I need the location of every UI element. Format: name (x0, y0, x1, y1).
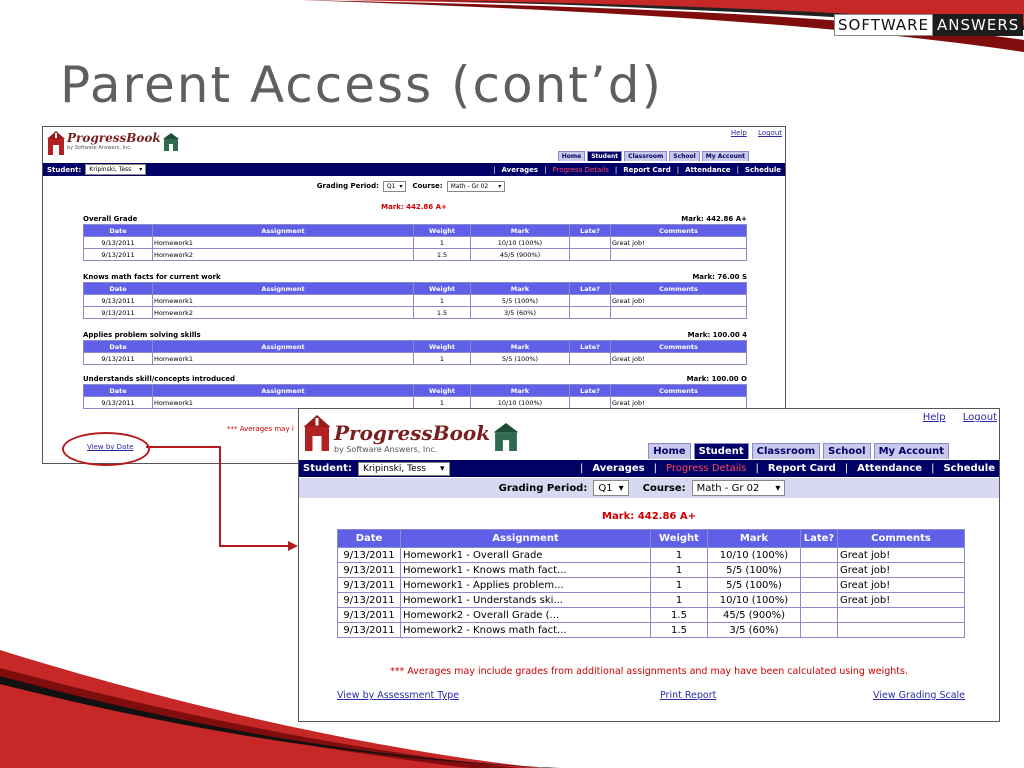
table-row (338, 593, 965, 608)
table-cell: 9/13/2011 (338, 548, 401, 563)
top-links (909, 412, 997, 423)
table-cell: 9/13/2011 (84, 249, 153, 261)
progress-details-by-date-screen (298, 408, 1000, 722)
logo-by: by Software Answers, Inc. (334, 445, 438, 454)
nav-separator: | (736, 165, 739, 174)
table-cell: Homework2 (153, 307, 414, 319)
progressbook-logo (303, 415, 519, 454)
table-cell: Homework2 - Overall Grade (... (401, 608, 651, 623)
table-cell: Homework1 (153, 237, 414, 249)
table-cell: Great job! (838, 563, 965, 578)
table-cell: 10/10 (100%) (471, 237, 570, 249)
schoolhouse-icon (303, 415, 331, 451)
table-cell: 5/5 (100%) (708, 578, 801, 593)
tab-home[interactable]: Home (558, 151, 585, 161)
table-cell: 1 (651, 593, 708, 608)
table-cell: 5/5 (100%) (708, 563, 801, 578)
student-navbar (299, 460, 999, 477)
table-cell: 1 (414, 295, 471, 307)
table-row (338, 563, 965, 578)
chevron-down-icon: ▾ (399, 182, 403, 190)
nav-attendance[interactable]: Attendance (685, 165, 731, 174)
nav-schedule[interactable]: Schedule (943, 463, 995, 474)
table-cell: 9/13/2011 (84, 295, 153, 307)
grading-period-value: Q1 (386, 182, 396, 190)
table-cell: 10/10 (100%) (708, 548, 801, 563)
view-by-assessment-type-link[interactable]: View by Assessment Type (337, 690, 460, 701)
table-cell: 1 (651, 563, 708, 578)
course-label: Course: (642, 482, 686, 494)
building-icon (493, 423, 519, 451)
section-mark: Mark: 100.00 4 (687, 331, 747, 339)
table-cell: Great job! (611, 295, 747, 307)
table-cell: 9/13/2011 (338, 578, 401, 593)
filter-bar (299, 478, 999, 498)
nav-report-card[interactable]: Report Card (767, 463, 836, 474)
table-cell: 9/13/2011 (84, 397, 153, 409)
col-date: Date (84, 341, 153, 353)
logo-by: by Software Answers, Inc. (67, 145, 132, 151)
col-assignment: Assignment (153, 225, 414, 237)
grading-period-label: Grading Period: (498, 482, 588, 494)
col-mark: Mark (471, 385, 570, 397)
table-cell: 9/13/2011 (338, 608, 401, 623)
table-cell: 1 (414, 397, 471, 409)
student-value: Kripinski, Tess (362, 463, 426, 474)
table-cell: Homework1 - Knows math fact... (401, 563, 651, 578)
col-weight: Weight (414, 341, 471, 353)
table-cell: 3/5 (60%) (471, 307, 570, 319)
table-cell (801, 593, 838, 608)
table-cell: 9/13/2011 (338, 593, 401, 608)
col-comments: Comments (611, 385, 747, 397)
averages-note-partial: *** Averages may i (227, 425, 294, 433)
col-weight: Weight (414, 225, 471, 237)
nav-averages[interactable]: Averages (501, 165, 539, 174)
col-mark: Mark (471, 225, 570, 237)
section-mark: Mark: 100.00 O (686, 375, 747, 383)
table-cell: 9/13/2011 (84, 237, 153, 249)
col-late: Late? (570, 225, 611, 237)
table-cell: 10/10 (100%) (708, 593, 801, 608)
tab-my-account[interactable]: My Account (702, 151, 749, 161)
table-cell: 10/10 (100%) (471, 397, 570, 409)
brand-left: SOFTWARE (834, 14, 933, 36)
table-cell (838, 623, 965, 638)
table-row (338, 548, 965, 563)
nav-separator: | (755, 463, 759, 474)
slide-title: Parent Access (cont’d) (60, 56, 664, 114)
col-date: Date (84, 385, 153, 397)
col-comments: Comments (611, 225, 747, 237)
col-mark: Mark (471, 283, 570, 295)
table-cell: Homework1 - Overall Grade (401, 548, 651, 563)
table-cell: 1.5 (651, 608, 708, 623)
table-cell: Homework1 (153, 397, 414, 409)
logout-link[interactable]: Logout (758, 129, 782, 137)
course-value: Math - Gr 02 (696, 482, 760, 494)
table-cell: Great job! (611, 397, 747, 409)
grading-period-label: Grading Period: (316, 182, 379, 190)
table-cell: Great job! (838, 578, 965, 593)
table-cell: Homework1 - Applies problem... (401, 578, 651, 593)
student-label: Student: (303, 463, 352, 474)
course-select[interactable] (692, 480, 786, 496)
help-link[interactable]: Help (922, 412, 946, 423)
section-mark: Mark: 76.00 S (692, 273, 747, 281)
student-nav-links (571, 463, 995, 474)
course-value: Math - Gr 02 (450, 182, 489, 190)
table-cell: Great job! (838, 593, 965, 608)
nav-schedule[interactable]: Schedule (744, 165, 781, 174)
student-label: Student: (47, 165, 82, 174)
chevron-down-icon: ▾ (618, 482, 624, 494)
nav-separator: | (653, 463, 657, 474)
table-cell: Homework2 - Knows math fact... (401, 623, 651, 638)
logo-name: ProgressBook (334, 421, 491, 445)
logout-link[interactable]: Logout (962, 412, 997, 423)
main-tabs (645, 443, 949, 459)
help-link[interactable]: Help (730, 129, 747, 137)
table-cell: 1 (651, 548, 708, 563)
grades-by-date-table (337, 529, 965, 638)
table-cell: 3/5 (60%) (708, 623, 801, 638)
table-cell (801, 623, 838, 638)
col-late: Late? (570, 341, 611, 353)
nav-attendance[interactable]: Attendance (857, 463, 923, 474)
student-select[interactable] (358, 462, 450, 476)
grading-period-value: Q1 (598, 482, 613, 494)
col-assignment: Assignment (153, 341, 414, 353)
col-weight: Weight (414, 385, 471, 397)
table-cell: Homework1 (153, 295, 414, 307)
chevron-down-icon: ▾ (498, 182, 502, 190)
table-row (338, 608, 965, 623)
col-comments: Comments (611, 283, 747, 295)
col-comments: Comments (611, 341, 747, 353)
chevron-down-icon: ▾ (775, 482, 781, 494)
table-cell (801, 578, 838, 593)
table-cell (801, 563, 838, 578)
tab-student[interactable]: Student (694, 443, 749, 459)
tab-school[interactable]: School (823, 443, 870, 459)
col-assignment: Assignment (401, 530, 651, 548)
tab-student[interactable]: Student (587, 151, 622, 161)
brand-right: ANSWERS (933, 14, 1023, 36)
tab-classroom[interactable]: Classroom (624, 151, 667, 161)
table-cell: Great job! (611, 353, 747, 365)
tab-school[interactable]: School (669, 151, 699, 161)
col-late: Late? (570, 283, 611, 295)
tab-classroom[interactable]: Classroom (752, 443, 821, 459)
averages-note: *** Averages may include grades from additional assignments and may have been calculated using weights. (390, 666, 908, 677)
overall-mark: Mark: 442.86 A+ (381, 203, 447, 211)
table-cell: 9/13/2011 (338, 623, 401, 638)
col-late: Late? (570, 385, 611, 397)
table-cell: Great job! (838, 548, 965, 563)
chevron-down-icon: ▾ (439, 463, 445, 474)
section-name: Applies problem solving skills (83, 331, 201, 339)
table-cell: 1.5 (651, 623, 708, 638)
student-value: Kripinski, Tess (89, 166, 132, 173)
col-mark: Mark (471, 341, 570, 353)
col-date: Date (84, 225, 153, 237)
table-cell (838, 608, 965, 623)
table-cell: 45/5 (900%) (708, 608, 801, 623)
nav-separator: | (544, 165, 547, 174)
col-comments: Comments (838, 530, 965, 548)
table-cell: 1 (414, 237, 471, 249)
nav-separator: | (931, 463, 935, 474)
table-cell: 9/13/2011 (84, 353, 153, 365)
col-weight: Weight (414, 283, 471, 295)
col-date: Date (84, 283, 153, 295)
nav-separator: | (614, 165, 618, 174)
grading-period-select[interactable] (593, 480, 628, 496)
table-cell (801, 608, 838, 623)
chevron-down-icon: ▾ (139, 166, 143, 173)
table-cell: 1.5 (414, 249, 471, 261)
table-cell: Homework1 - Understands ski... (401, 593, 651, 608)
tab-home[interactable]: Home (648, 443, 690, 459)
table-row (338, 578, 965, 593)
nav-separator: | (844, 463, 849, 474)
col-weight: Weight (651, 530, 708, 548)
table-cell: Homework1 (153, 353, 414, 365)
nav-separator: | (676, 165, 680, 174)
overall-mark: Mark: 442.86 A+ (602, 511, 696, 522)
nav-separator: | (579, 463, 584, 474)
col-mark: Mark (708, 530, 801, 548)
table-cell: 45/5 (900%) (471, 249, 570, 261)
table-cell: Great job! (611, 237, 747, 249)
course-label: Course: (412, 182, 443, 190)
nav-averages[interactable]: Averages (592, 463, 645, 474)
view-by-date-link[interactable]: View by Date (87, 443, 134, 451)
table-cell (801, 548, 838, 563)
col-assignment: Assignment (153, 283, 414, 295)
nav-report-card[interactable]: Report Card (623, 165, 671, 174)
table-cell: 1 (414, 353, 471, 365)
view-grading-scale-link[interactable]: View Grading Scale (873, 690, 965, 701)
table-header-row (338, 530, 965, 548)
table-cell: 5/5 (100%) (471, 295, 570, 307)
table-cell: 1 (651, 578, 708, 593)
logo-name: ProgressBook (67, 131, 161, 145)
col-assignment: Assignment (153, 385, 414, 397)
table-cell: Homework2 (153, 249, 414, 261)
section-mark: Mark: 442.86 A+ (681, 215, 747, 223)
nav-progress-details[interactable]: Progress Details (665, 463, 747, 474)
table-cell: 1.5 (414, 307, 471, 319)
col-late: Late? (801, 530, 838, 548)
section-name: Knows math facts for current work (83, 273, 221, 281)
col-date: Date (338, 530, 401, 548)
table-cell: 9/13/2011 (338, 563, 401, 578)
section-name: Overall Grade (83, 215, 138, 223)
nav-progress-details[interactable]: Progress Details (552, 165, 609, 174)
table-cell: 5/5 (100%) (471, 353, 570, 365)
section-name: Understands skill/concepts introduced (83, 375, 235, 383)
print-report-link[interactable]: Print Report (660, 690, 717, 701)
table-row (338, 623, 965, 638)
table-cell: 9/13/2011 (84, 307, 153, 319)
tab-my-account[interactable]: My Account (874, 443, 949, 459)
nav-separator: | (493, 165, 496, 174)
